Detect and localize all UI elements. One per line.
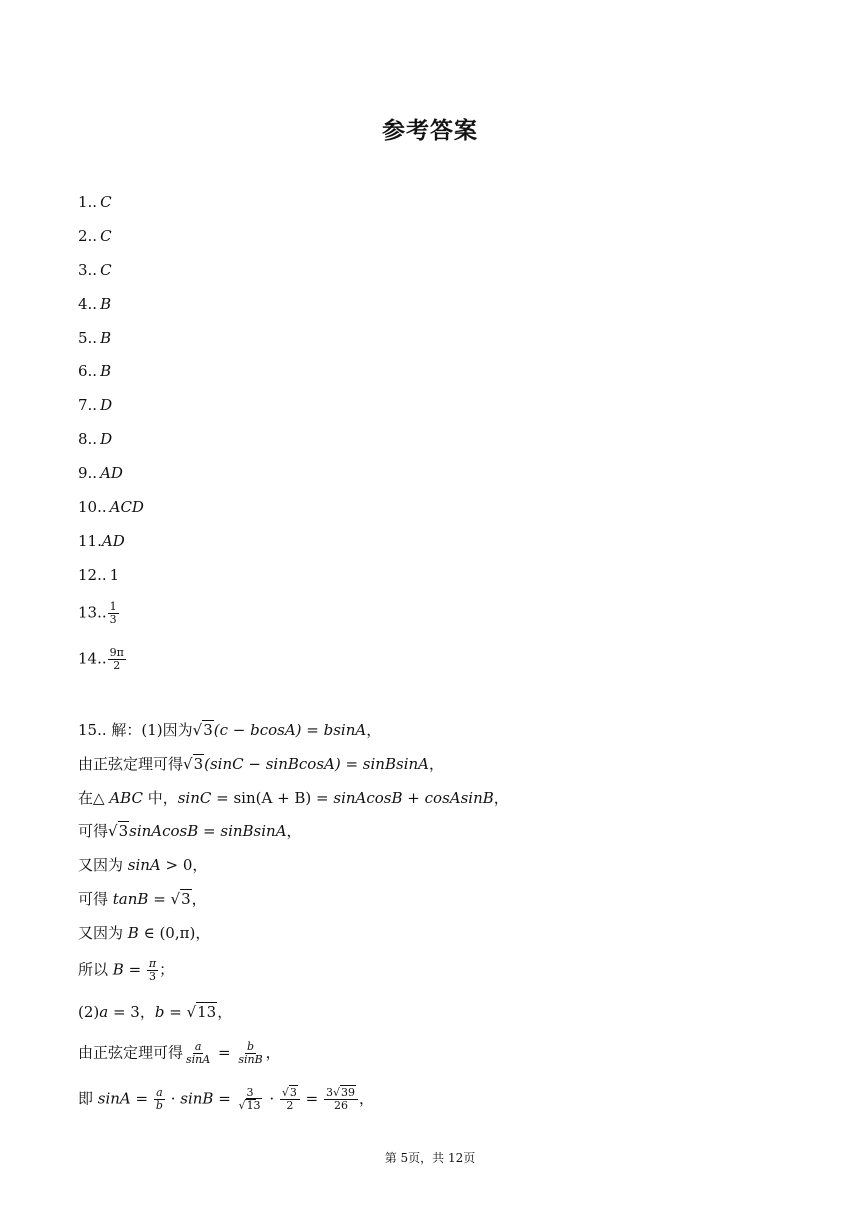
solution-line-3: 在△ ABC 中，sinC = sin(A + B) = sinAcosB + cosAsinB， [78, 789, 509, 807]
answer-10 [78, 497, 144, 517]
answer-5 [78, 328, 111, 348]
answer-number: 13.. [78, 603, 107, 622]
answer-number: 3.. [78, 261, 98, 279]
answer-number: 5.. [78, 329, 98, 347]
fraction: $\frac{a}{b}$ [155, 1086, 163, 1112]
answer-number: 2.. [78, 227, 98, 245]
answer-number: 9.. [78, 464, 98, 482]
fraction: $\frac{b}{\sin B}$ [238, 1040, 263, 1066]
sqrt-expr: √3 [192, 721, 213, 739]
answer-9 [78, 463, 123, 483]
answer-2 [78, 226, 112, 246]
answer-number: 4.. [78, 295, 98, 313]
solution-line-10: 由正弦定理可得 $\frac{a}{\sin A}$ = $\frac{b}{\sin B}$ ， [78, 1040, 281, 1066]
answer-value: B [100, 362, 112, 380]
sqrt-expr: √13 [186, 1003, 217, 1021]
fraction: $\frac{1}{3}$ [109, 600, 117, 626]
answer-number: 11. [78, 532, 102, 550]
answer-value: D [100, 396, 113, 414]
solution-line-6: 可得 tanB = √3， [78, 890, 207, 908]
sqrt-expr: √3 [170, 890, 191, 908]
answer-number: 8.. [78, 430, 98, 448]
answer-number: 1.. [78, 193, 98, 211]
solution-line-11: 即 sinA = $\frac{a}{b}$ · sinB = $\frac{3}{√13}$ · $\frac{√3}{2}$ = $\frac{3√39}{26}$ ， [78, 1086, 375, 1112]
solution-line-4: 可得√3sinAcosB = sinBsinA， [78, 822, 302, 840]
solution-line-1: 15.. 解：(1)因为√3(c − bcosA) = bsinA， [78, 721, 382, 739]
page-footer: 第 5页，共 12页 [384, 1151, 476, 1165]
solution-line-7: 又因为 B ∈ (0,π)， [78, 924, 211, 942]
answer-number: 12.. [78, 566, 107, 584]
answer-12 [78, 565, 119, 585]
solution-line-2: 由正弦定理可得√3(sinC − sinBcosA) = sinBsinA， [78, 755, 444, 773]
solution-line-9: (2)a = 3，b = √13， [78, 1003, 233, 1021]
solution-line-8: 所以 B = $\frac{\pi}{3}$ ； [78, 957, 175, 983]
answer-1 [78, 192, 112, 212]
answer-8 [78, 429, 112, 449]
answer-6 [78, 361, 111, 381]
sqrt-expr: √3 [108, 822, 129, 840]
fraction: $\frac{√3}{2}$ [280, 1087, 300, 1112]
fraction: $\frac{\pi}{3}$ [148, 957, 157, 983]
page-title: 参考答案 [382, 118, 478, 144]
answer-value: B [100, 295, 112, 313]
answer-value: AD [101, 532, 125, 550]
answer-number: 6.. [78, 362, 98, 380]
answer-value: B [100, 329, 112, 347]
answer-value: C [100, 261, 112, 279]
fraction: $\frac{3√39}{26}$ [324, 1087, 358, 1112]
solution-line-5: 又因为 sinA > 0， [78, 856, 208, 874]
sqrt-expr: √3 [183, 755, 204, 773]
answer-value: ACD [109, 498, 144, 516]
answer-value: 1 [109, 566, 120, 584]
fraction: $\frac{3}{√13}$ [238, 1086, 261, 1112]
fraction: $\frac{a}{\sin A}$ [186, 1040, 211, 1066]
answer-11 [78, 531, 125, 551]
answer-value: D [100, 430, 113, 448]
answer-value: AD [100, 464, 123, 482]
answer-number: 14.. [78, 649, 107, 668]
answer-7 [78, 395, 112, 415]
answer-number: 7.. [78, 396, 98, 414]
fraction: $\frac{9\pi}{2}$ [109, 646, 124, 672]
answer-value: C [100, 193, 112, 211]
answer-13 [78, 601, 120, 626]
answer-number: 10.. [78, 498, 107, 516]
answer-4 [78, 294, 111, 314]
answer-3 [78, 260, 112, 280]
answer-14 [78, 647, 127, 672]
answer-value: C [100, 227, 112, 245]
